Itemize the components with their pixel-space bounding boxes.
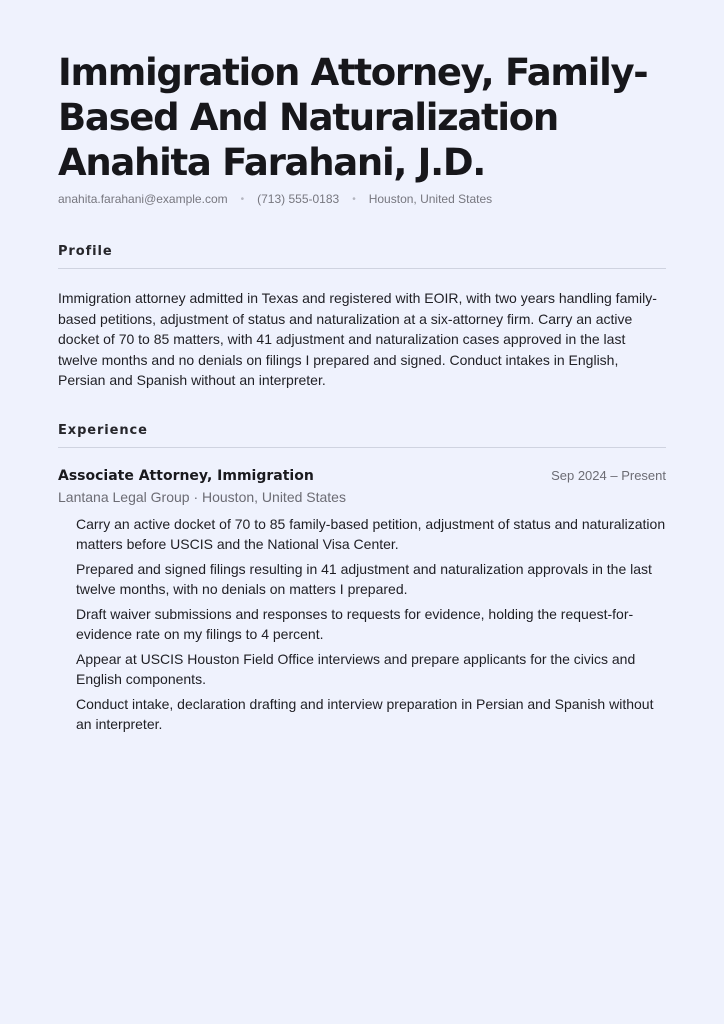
profile-heading: Profile	[58, 244, 666, 269]
profile-text: Immigration attorney admitted in Texas and registered with EOIR, with two years handling family-based petitions, adjustment of status and naturalization at a six-attorney firm. Carry an active docket of 70 to 85 matters, with 41 adjustment and naturalization cases approved in the last twelve months and no denials on filings I prepared and signed. Conduct intakes in English, Persian and Spanish without an interpreter.	[58, 290, 657, 388]
job-bullet: Carry an active docket of 70 to 85 family-based petition, adjustment of status and naturalization matters before USCIS and the National Visa Center.	[76, 515, 666, 552]
contact-separator: •	[352, 193, 356, 205]
experience-heading: Experience	[58, 423, 666, 448]
job-bullet: Conduct intake, declaration drafting and interview preparation in Persian and Spanish without an interpreter.	[76, 695, 654, 732]
job-bullet: Appear at USCIS Houston Field Office interviews and prepare applicants for the civics and English components.	[76, 650, 636, 687]
contact-location: Houston, United States	[368, 192, 493, 206]
contact-email: anahita.farahani@example.com	[58, 192, 228, 206]
job-dates: Sep 2024 – Present	[551, 467, 666, 483]
job-header	[58, 468, 666, 484]
resume-page	[58, 50, 666, 739]
job-bullet: Prepared and signed filings resulting in 41 adjustment and naturalization approvals in the last twelve months, with no denials on matters I prepared.	[76, 560, 652, 597]
contact-separator: •	[240, 193, 245, 205]
candidate-name: Immigration Attorney, Family-Based And Naturalization Anahita Farahani, J.D.	[58, 51, 648, 184]
job-bullets	[76, 514, 666, 734]
contact-phone: (713) 555-0183	[257, 192, 340, 206]
contact-line	[58, 192, 666, 206]
job-bullet: Draft waiver submissions and responses to requests for evidence, holding the request-for-evidence rate on my filings to 4 percent.	[76, 605, 634, 642]
job-title: Associate Attorney, Immigration	[58, 467, 314, 484]
job-entry	[58, 468, 666, 734]
job-organization: Lantana Legal Group · Houston, United States	[58, 488, 346, 505]
